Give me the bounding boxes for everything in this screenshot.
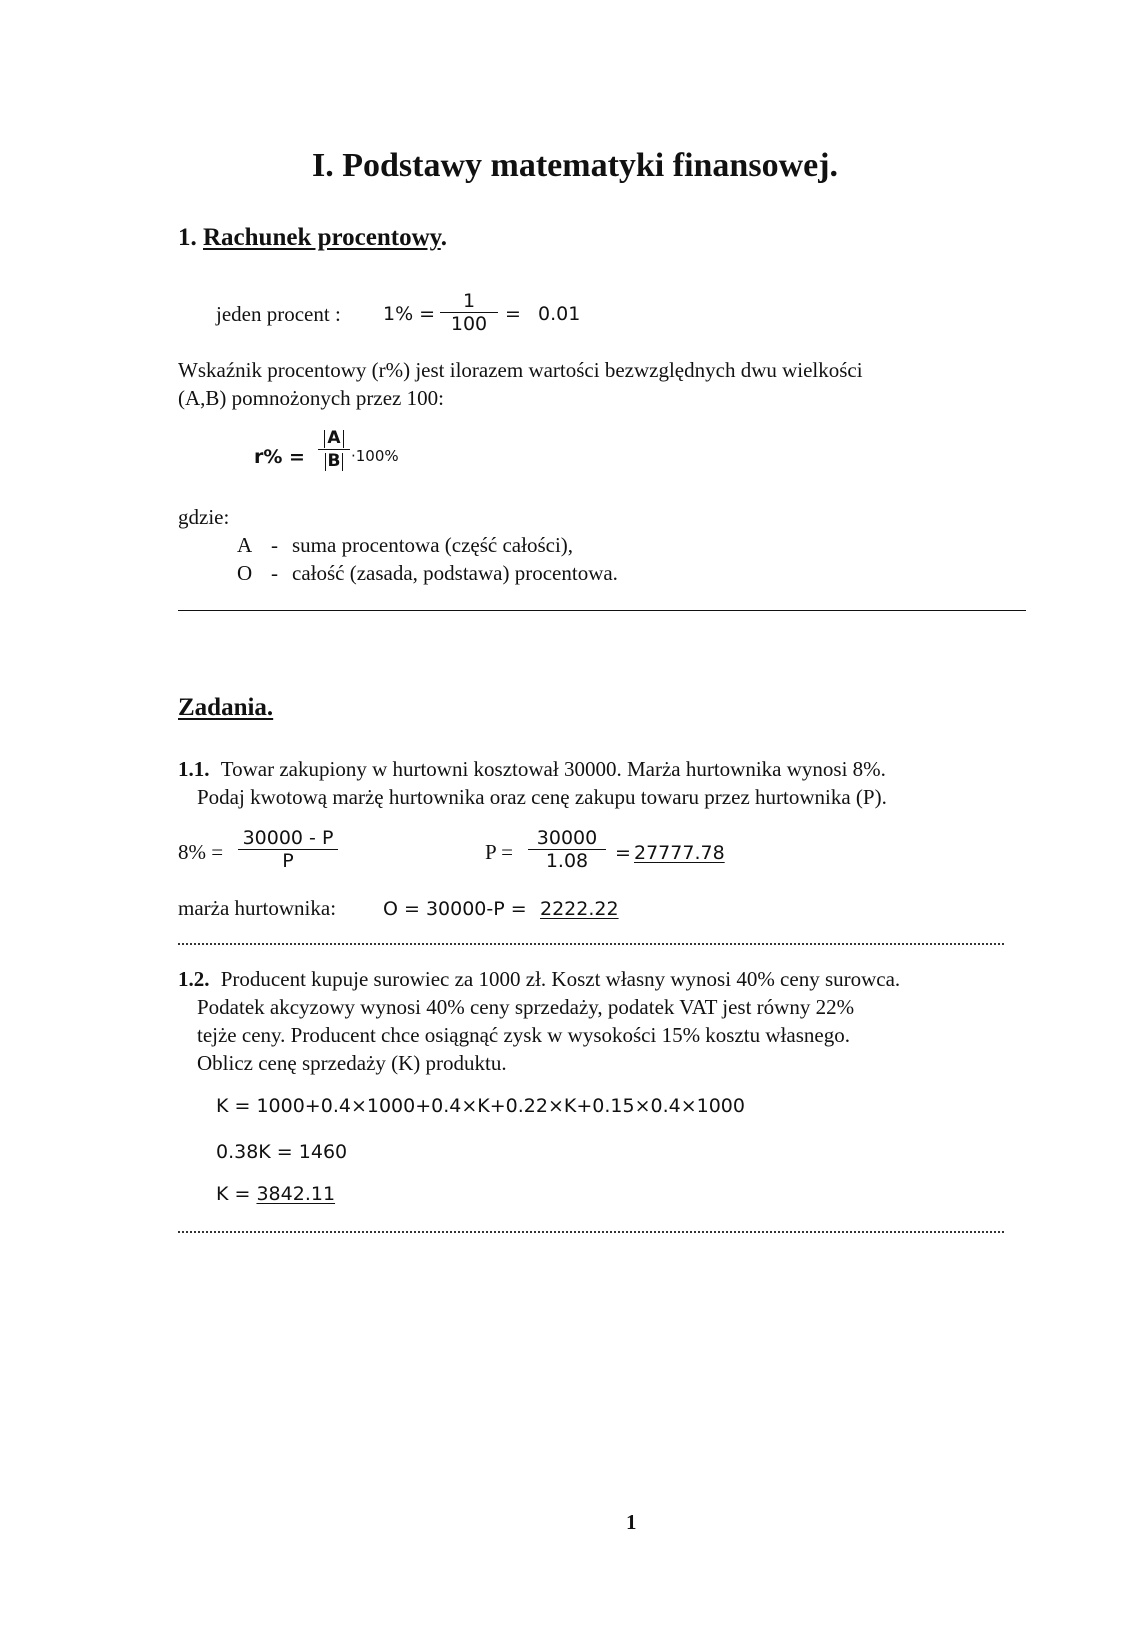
one-percent-value: 0.01 xyxy=(538,303,581,325)
task-1-1-line-2: Podaj kwotową marżę hurtownika oraz cenę zakupu towaru przez hurtownika (P). xyxy=(197,785,887,809)
definition-dash: - xyxy=(271,561,278,585)
fraction-denominator: 100 xyxy=(450,313,488,335)
fraction-numerator: 30000 - P xyxy=(238,827,338,850)
one-percent-label: jeden procent : xyxy=(216,302,341,326)
section-divider xyxy=(178,610,1026,611)
task-1-2-line-2: Podatek akcyzowy wynosi 40% ceny sprzedaży, podatek VAT jest równy 22% xyxy=(197,995,855,1019)
task-1-2-calc-3 xyxy=(216,1183,335,1205)
definition-paragraph-line-2: (A,B) pomnożonych przez 100: xyxy=(178,386,444,410)
task-1-2-line-4: Oblicz cenę sprzedaży (K) produktu. xyxy=(197,1051,507,1075)
task-1-1-line-1 xyxy=(178,757,886,782)
fraction-denominator: 1.08 xyxy=(545,850,589,872)
calc-result: 3842.11 xyxy=(256,1183,336,1205)
section-title-dot: . xyxy=(440,224,448,251)
ratio-formula-lhs: r% = xyxy=(254,446,305,468)
definition-dash: - xyxy=(271,533,278,557)
definition-symbol: A xyxy=(237,533,253,557)
definition-paragraph-line-1: Wskaźnik procentowy (r%) jest ilorazem wartości bezwzględnych dwu wielkości xyxy=(178,358,863,382)
ratio-formula-multiplier: ·100% xyxy=(351,447,399,465)
task-1-1-eq2-result: 27777.78 xyxy=(634,842,725,864)
calc-lhs: K = xyxy=(216,1183,251,1205)
one-percent-lhs: 1% = xyxy=(383,303,436,325)
task-separator xyxy=(178,1231,1004,1233)
fraction-numerator: 30000 xyxy=(528,827,606,850)
definition-text: całość (zasada, podstawa) procentowa. xyxy=(292,561,618,585)
section-heading xyxy=(178,224,447,252)
task-number: 1.1. xyxy=(178,757,210,781)
tasks-heading: Zadania. xyxy=(178,694,274,721)
task-1-1-margin-label: marża hurtownika: xyxy=(178,896,337,920)
task-1-1-margin-expression: O = 30000-P = xyxy=(383,898,527,920)
task-1-1-eq1-fraction xyxy=(238,827,338,872)
task-1-1-eq1-lhs: 8% = xyxy=(178,840,224,864)
definition-text: suma procentowa (część całości), xyxy=(292,533,574,557)
one-percent-equals: = xyxy=(505,303,521,325)
task-1-2-line-1 xyxy=(178,967,900,992)
task-1-2-calc-2: 0.38K = 1460 xyxy=(216,1141,348,1163)
task-1-1-eq2-equals: = xyxy=(615,842,631,864)
page-title: I. Podstawy matematyki finansowej. xyxy=(312,147,839,184)
fraction-numerator: 1 xyxy=(440,290,498,313)
task-1-2-calc-1: K = 1000+0.4×1000+0.4×K+0.22×K+0.15×0.4×1000 xyxy=(216,1095,745,1117)
definition-symbol: O xyxy=(237,561,253,585)
task-text: Towar zakupiony w hurtowni kosztował 30000. Marża hurtownika wynosi 8%. xyxy=(220,757,886,781)
task-1-1-eq2-lhs: P = xyxy=(485,840,513,864)
task-1-2-line-3: tejże ceny. Producent chce osiągnąć zysk w wysokości 15% kosztu własnego. xyxy=(197,1023,850,1047)
abs-b: B xyxy=(325,453,344,471)
where-label: gdzie: xyxy=(178,505,230,529)
task-text: Producent kupuje surowiec za 1000 zł. Koszt własny wynosi 40% ceny surowca. xyxy=(220,967,901,991)
page-number: 1 xyxy=(626,1510,637,1534)
abs-a: A xyxy=(324,430,343,448)
one-percent-fraction xyxy=(440,290,498,335)
section-number: 1. xyxy=(178,224,197,251)
task-separator xyxy=(178,943,1004,945)
section-title: Rachunek procentowy xyxy=(203,224,441,251)
ratio-formula-fraction xyxy=(318,428,350,471)
fraction-denominator: P xyxy=(282,850,294,872)
task-number: 1.2. xyxy=(178,967,210,991)
task-1-1-margin-result: 2222.22 xyxy=(540,898,619,920)
task-1-1-eq2-fraction xyxy=(528,827,606,872)
